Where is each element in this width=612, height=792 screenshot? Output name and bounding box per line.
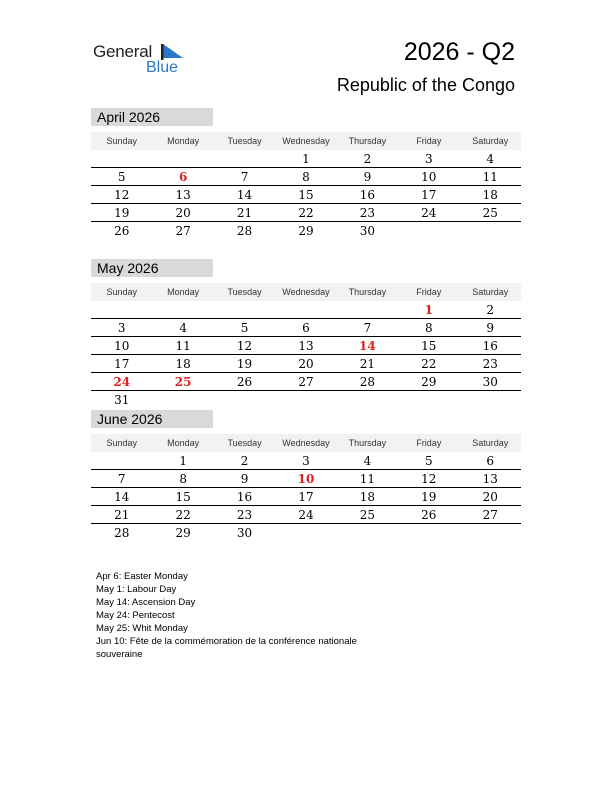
day-cell: 4 [363, 453, 372, 468]
weekday-label: Tuesday [227, 287, 262, 297]
day-cell: 8 [302, 169, 310, 184]
generalblue-logo [93, 40, 193, 78]
day-cell: 7 [240, 169, 249, 184]
day-cell: 9 [486, 320, 495, 335]
day-cell: 27 [298, 374, 314, 389]
day-cell: 20 [298, 356, 314, 371]
day-cell: 17 [114, 356, 130, 371]
day-cell: 12 [114, 187, 130, 202]
day-cell: 7 [117, 471, 126, 486]
day-cell: 2 [240, 453, 249, 468]
week-row [91, 301, 521, 319]
week-row [91, 506, 521, 524]
day-cell: 10 [114, 338, 130, 353]
weekday-label: Sunday [106, 287, 137, 297]
month-june [91, 410, 521, 541]
day-cell: 26 [421, 507, 437, 522]
day-cell: 25 [482, 205, 498, 220]
day-cell: 16 [482, 338, 498, 353]
logo-text-blue: Blue [146, 59, 179, 76]
week-row [91, 337, 521, 355]
day-cell: 20 [175, 205, 191, 220]
week-row [91, 452, 521, 470]
day-cell: 11 [175, 338, 191, 353]
holiday-day-cell: 14 [359, 338, 376, 353]
day-cell: 9 [240, 471, 249, 486]
holiday-note: May 24: Pentecost [96, 610, 175, 621]
day-cell: 6 [486, 453, 495, 468]
day-cell: 23 [482, 356, 498, 371]
day-cell: 12 [236, 338, 253, 353]
day-cell: 27 [175, 223, 191, 238]
day-cell: 18 [482, 187, 498, 202]
day-cell: 26 [114, 223, 130, 238]
weekday-label: Monday [167, 438, 200, 448]
country-name: Republic of the Congo [336, 75, 515, 95]
day-cell: 24 [421, 205, 437, 220]
month-april [91, 108, 521, 239]
day-cell: 19 [421, 489, 437, 504]
day-cell: 27 [482, 507, 498, 522]
day-cell: 5 [117, 169, 126, 184]
week-row [91, 488, 521, 506]
day-cell: 7 [363, 320, 372, 335]
day-cell: 30 [236, 525, 253, 540]
day-cell: 25 [359, 507, 376, 522]
weekday-label: Wednesday [282, 438, 330, 448]
week-row [91, 186, 521, 204]
holiday-note: May 1: Labour Day [96, 584, 177, 595]
day-cell: 6 [302, 320, 310, 335]
day-cell: 2 [486, 302, 495, 317]
weekday-label: Thursday [348, 287, 387, 297]
day-cell: 19 [236, 356, 253, 371]
weekday-label: Thursday [348, 136, 387, 146]
day-cell: 9 [363, 169, 372, 184]
day-cell: 4 [179, 320, 187, 335]
day-cell: 19 [114, 205, 130, 220]
day-cell: 21 [114, 507, 130, 522]
holiday-note: May 14: Ascension Day [96, 597, 196, 608]
week-row [91, 204, 521, 222]
day-cell: 3 [117, 320, 126, 335]
holiday-day-cell: 24 [113, 374, 131, 389]
day-cell: 11 [359, 471, 376, 486]
weekday-label: Sunday [106, 438, 137, 448]
logo-flag-icon [161, 44, 183, 60]
day-cell: 22 [298, 205, 314, 220]
week-row [91, 319, 521, 337]
day-cell: 18 [359, 489, 376, 504]
day-cell: 23 [359, 205, 376, 220]
day-cell: 2 [363, 151, 372, 166]
day-cell: 23 [236, 507, 253, 522]
day-cell: 21 [236, 205, 253, 220]
holiday-notes [96, 570, 416, 661]
day-cell: 24 [298, 507, 314, 522]
day-cell: 28 [114, 525, 130, 540]
week-row [91, 470, 521, 488]
day-cell: 28 [236, 223, 253, 238]
weekday-label: Wednesday [282, 136, 330, 146]
day-cell: 1 [302, 151, 310, 166]
weekday-label: Monday [167, 287, 200, 297]
holiday-day-cell: 1 [424, 302, 433, 317]
week-row [91, 168, 521, 186]
day-cell: 21 [359, 356, 376, 371]
day-cell: 13 [298, 338, 314, 353]
day-cell: 10 [421, 169, 437, 184]
day-cell: 20 [482, 489, 498, 504]
holiday-note: Jun 10: Fête de la commémoration de la conférence nationale [96, 636, 357, 647]
day-cell: 16 [359, 187, 376, 202]
holiday-day-cell: 10 [297, 471, 315, 486]
month-title: April 2026 [91, 108, 213, 126]
day-cell: 18 [175, 356, 191, 371]
week-row [91, 222, 521, 239]
day-cell: 13 [175, 187, 191, 202]
weekday-label: Friday [416, 136, 442, 146]
month-title: June 2026 [91, 410, 213, 428]
day-cell: 29 [175, 525, 191, 540]
day-cell: 15 [421, 338, 437, 353]
day-cell: 8 [179, 471, 187, 486]
month-may [91, 259, 521, 408]
weekday-label: Saturday [472, 136, 509, 146]
day-cell: 17 [298, 489, 314, 504]
day-cell: 8 [425, 320, 433, 335]
day-cell: 28 [359, 374, 376, 389]
weekday-label: Monday [167, 136, 200, 146]
day-cell: 14 [114, 489, 130, 504]
month-title: May 2026 [91, 259, 213, 277]
logo-text-general: General [93, 42, 153, 61]
holiday-note: Apr 6: Easter Monday [96, 571, 188, 582]
day-cell: 29 [298, 223, 314, 238]
week-row [91, 355, 521, 373]
day-cell: 4 [486, 151, 495, 166]
weekday-header-row [91, 132, 521, 150]
week-row [91, 373, 521, 391]
weekday-header-row [91, 434, 521, 452]
holiday-day-cell: 25 [174, 374, 192, 389]
weekday-label: Thursday [348, 438, 387, 448]
holiday-note: May 25: Whit Monday [96, 623, 188, 634]
day-cell: 31 [114, 392, 130, 407]
day-cell: 22 [421, 356, 437, 371]
day-cell: 15 [298, 187, 314, 202]
weekday-label: Sunday [106, 136, 137, 146]
weekday-label: Saturday [472, 287, 509, 297]
week-row [91, 524, 521, 541]
day-cell: 15 [175, 489, 191, 504]
page-title: 2026 - Q2 [403, 38, 515, 66]
week-row [91, 150, 521, 168]
weekday-label: Tuesday [227, 438, 262, 448]
weekday-header-row [91, 283, 521, 301]
day-cell: 26 [236, 374, 253, 389]
weekday-label: Friday [416, 287, 442, 297]
day-cell: 22 [175, 507, 191, 522]
day-cell: 29 [421, 374, 437, 389]
day-cell: 14 [236, 187, 253, 202]
day-cell: 30 [482, 374, 498, 389]
day-cell: 3 [425, 151, 433, 166]
weekday-label: Wednesday [282, 287, 330, 297]
day-cell: 5 [240, 320, 249, 335]
weekday-label: Saturday [472, 438, 509, 448]
day-cell: 17 [421, 187, 437, 202]
day-cell: 3 [302, 453, 310, 468]
day-cell: 5 [425, 453, 433, 468]
week-row [91, 391, 521, 408]
weekday-label: Friday [416, 438, 442, 448]
day-cell: 1 [179, 453, 187, 468]
day-cell: 13 [482, 471, 498, 486]
day-cell: 12 [421, 471, 437, 486]
day-cell: 30 [359, 223, 376, 238]
holiday-day-cell: 6 [178, 169, 188, 184]
day-cell: 11 [482, 169, 498, 184]
weekday-label: Tuesday [227, 136, 262, 146]
holiday-note: souveraine [96, 649, 143, 660]
day-cell: 16 [236, 489, 253, 504]
